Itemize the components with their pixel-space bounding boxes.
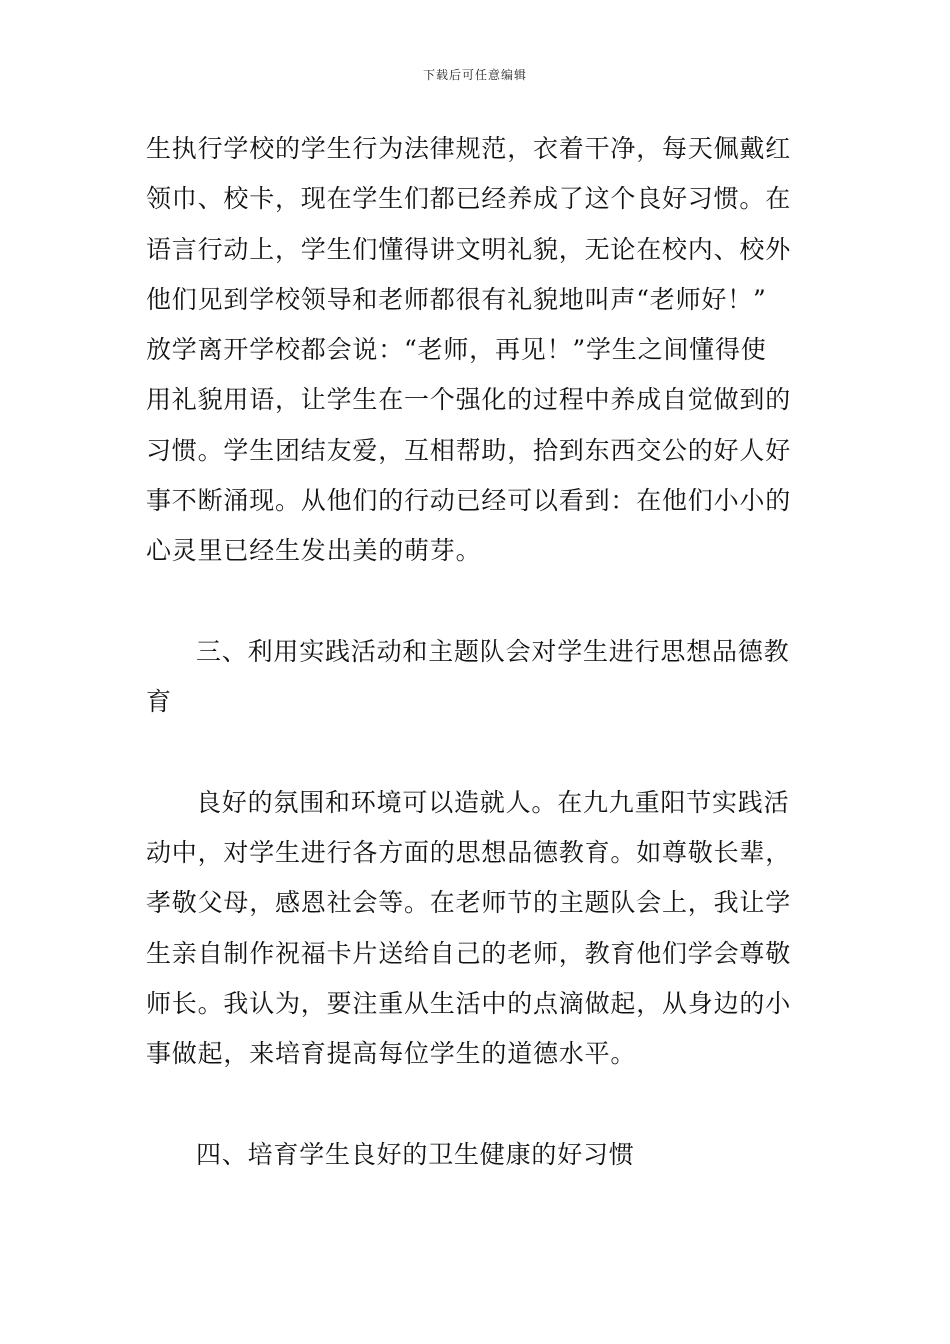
spacer xyxy=(146,577,810,627)
paragraph-line: 良好的氛围和环境可以造就人。在九九重阳节实践活 xyxy=(196,787,790,817)
paragraph-line: 孝敬父母，感恩社会等。在老师节的主题队会上，我让学 xyxy=(146,888,792,918)
paragraph-line: 语言行动上，学生们懂得讲文明礼貌，无论在校内、校外 xyxy=(146,234,792,264)
paragraph-line: 他们见到学校领导和老师都很有礼貌地叫声“老师好！” xyxy=(146,284,767,314)
spacer xyxy=(146,1080,810,1130)
paragraph-practice xyxy=(146,778,810,1080)
paragraph-discipline xyxy=(146,124,810,577)
heading-line: 三、利用实践活动和主题队会对学生进行思想品德教 xyxy=(196,636,790,666)
heading-line: 育 xyxy=(146,687,172,717)
document-body xyxy=(146,124,810,1180)
paragraph-line: 事做起，来培育提高每位学生的道德水平。 xyxy=(146,1039,637,1069)
section-heading-3 xyxy=(146,627,810,728)
page-header-note: 下载后可任意编辑 xyxy=(422,68,527,82)
section-heading-4: 四、培育学生良好的卫生健康的好习惯 xyxy=(196,1139,635,1169)
paragraph-line: 习惯。学生团结友爱，互相帮助，拾到东西交公的好人好 xyxy=(146,435,792,465)
paragraph-line: 生亲自制作祝福卡片送给自己的老师，教育他们学会尊敬 xyxy=(146,938,792,968)
spacer xyxy=(146,728,810,778)
paragraph-line: 生执行学校的学生行为法律规范，衣着干净，每天佩戴红 xyxy=(146,134,792,163)
paragraph-line: 用礼貌用语，让学生在一个强化的过程中养成自觉做到的 xyxy=(146,385,792,415)
paragraph-line: 心灵里已经生发出美的萌芽。 xyxy=(146,536,482,566)
paragraph-line: 领巾、校卡，现在学生们都已经养成了这个良好习惯。在 xyxy=(146,184,792,214)
paragraph-line: 放学离开学校都会说：“老师，再见！”学生之间懂得使 xyxy=(146,335,767,365)
paragraph-line: 动中，对学生进行各方面的思想品德教育。如尊敬长辈， xyxy=(146,838,792,868)
paragraph-line: 事不断涌现。从他们的行动已经可以看到：在他们小小的 xyxy=(146,486,792,516)
paragraph-line: 师长。我认为，要注重从生活中的点滴做起，从身边的小 xyxy=(146,989,792,1019)
